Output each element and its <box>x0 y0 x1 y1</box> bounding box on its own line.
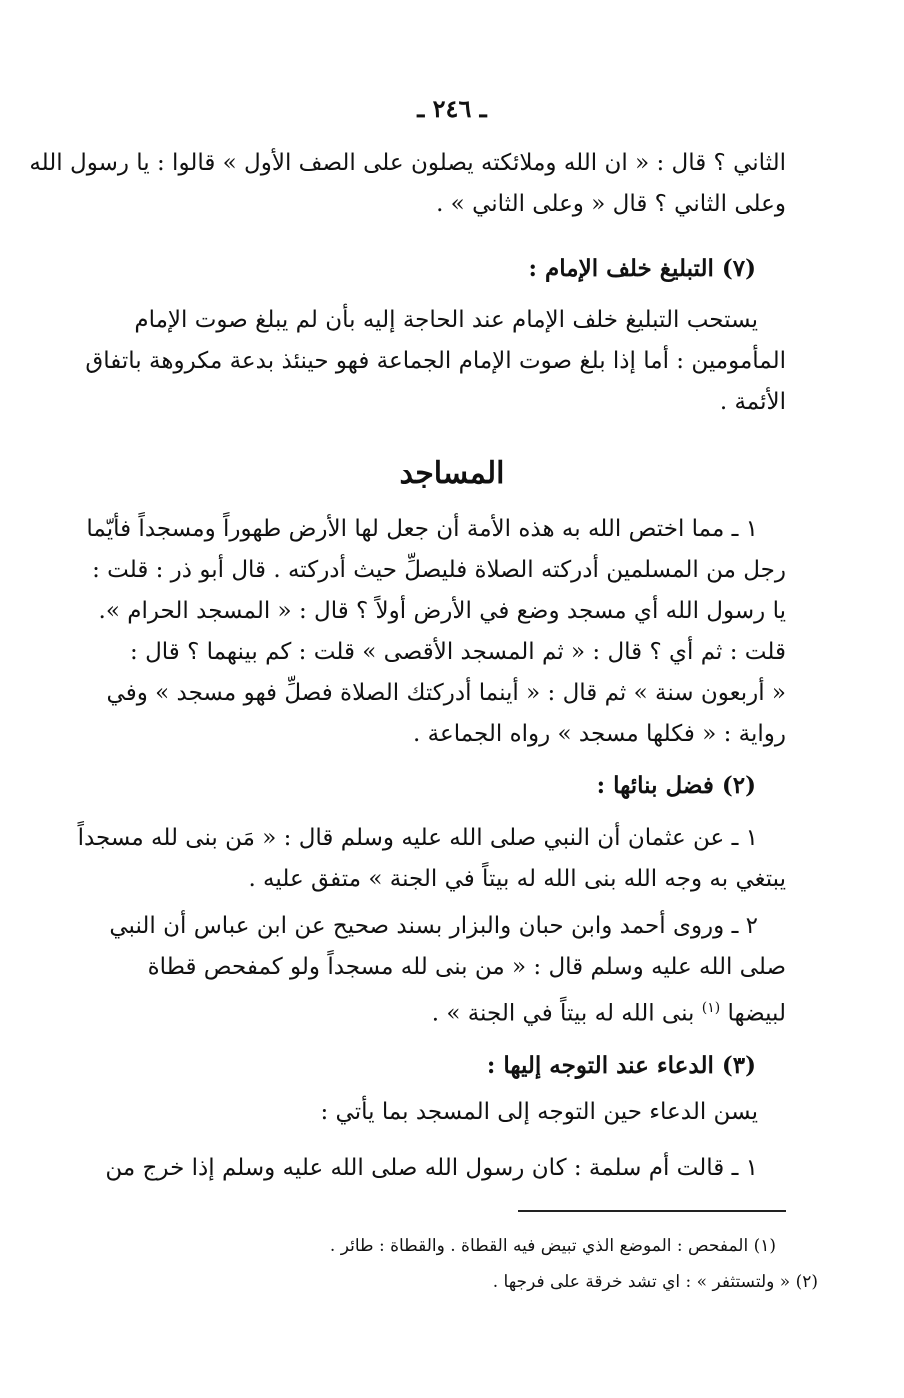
supplication-paragraph <box>118 1092 786 1133</box>
text-line: المأمومين : أما إذا بلغ صوت الإمام الجماعة فهو حينئذ بدعة مكروهة باتفاق <box>85 348 786 374</box>
footnote-divider <box>518 1210 786 1212</box>
mosques-paragraph-1 <box>86 509 786 755</box>
building-paragraph-2 <box>109 906 786 1035</box>
continued-paragraph <box>29 143 786 225</box>
text-line: يستحب التبليغ خلف الإمام عند الحاجة إليه بأن لم يبلغ صوت الإمام <box>134 307 758 333</box>
building-paragraph-1 <box>77 818 786 900</box>
text-line: رجل من المسلمين أدركته الصلاة فليصلِّ حيث أدركته . قال أبو ذر : قلت : <box>92 557 786 583</box>
text-line: يسن الدعاء حين التوجه إلى المسجد بما يأتي : <box>320 1099 758 1125</box>
footnote-ref: (١) <box>701 1000 721 1016</box>
footnote-1: (١) المفحص : الموضع الذي تبيض فيه القطاة . والقطاة : طائر . <box>329 1236 776 1256</box>
section-heading-2: (٢) فضل بنائها : <box>596 772 756 799</box>
text-line: صلى الله عليه وسلم قال : « من بنى لله مسجداً ولو كمفحص قطاة <box>147 954 786 980</box>
page-number: ـ ٢٤٦ ـ <box>417 94 487 123</box>
text-line: رواية : « فكلها مسجد » رواه الجماعة . <box>413 721 786 747</box>
footnote-2: (٢) « ولتستثفر » : اي تشد خرقة على فرجها . <box>492 1272 818 1292</box>
text-line: الثاني ؟ قال : « ان الله وملائكته يصلون على الصف الأول » قالوا : يا رسول الله <box>29 150 786 176</box>
text-line: ٢ ـ وروى أحمد وابن حبان والبزار بسند صحيح عن ابن عباس أن النبي <box>109 913 758 939</box>
text-line: ١ ـ مما اختص الله به هذه الأمة أن جعل لها الأرض طهوراً ومسجداً فأيّما <box>86 516 758 542</box>
text-line: ١ ـ قالت أم سلمة : كان رسول الله صلى الله عليه وسلم إذا خرج من <box>105 1155 758 1181</box>
section-7-paragraph <box>85 300 786 423</box>
text-line: يبتغي به وجه الله بنى الله له بيتاً في الجنة » متفق عليه . <box>248 866 786 892</box>
text-line: « أربعون سنة » ثم قال : « أينما أدركتك الصلاة فصلِّ فهو مسجد » وفي <box>106 680 786 706</box>
section-heading-3: (٣) الدعاء عند التوجه إليها : <box>486 1052 756 1079</box>
text-line: الأئمة . <box>719 389 786 415</box>
section-heading-7: (٧) التبليغ خلف الإمام : <box>528 255 756 282</box>
chapter-title: المساجد <box>399 456 505 491</box>
text-line: وعلى الثاني ؟ قال « وعلى الثاني » . <box>436 191 786 217</box>
text-line: يا رسول الله أي مسجد وضع في الأرض أولاً ؟ قال : « المسجد الحرام ». <box>98 598 786 624</box>
text-line: قلت : ثم أي ؟ قال : « ثم المسجد الأقصى » قلت : كم بينهما ؟ قال : <box>130 639 786 665</box>
text-line: لبيضها $^{(١)}$ بنى الله له بيتاً في الجنة » . <box>431 1000 786 1027</box>
text-line: ١ ـ عن عثمان أن النبي صلى الله عليه وسلم قال : « مَن بنى لله مسجداً <box>77 825 758 851</box>
umm-salama-paragraph <box>105 1148 786 1189</box>
